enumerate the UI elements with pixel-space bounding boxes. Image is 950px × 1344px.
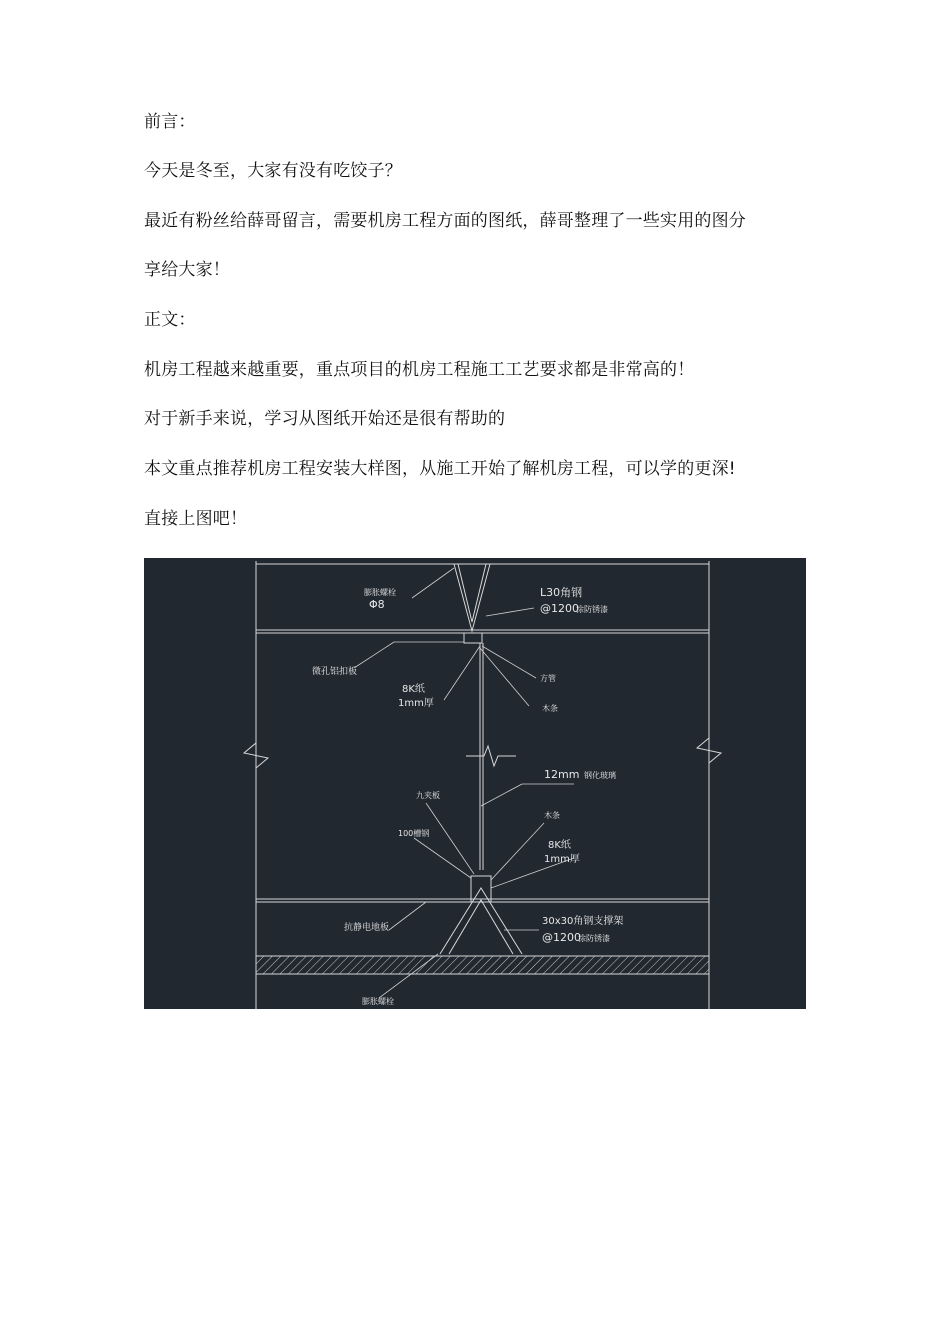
square-tube-label: 方管 [540,674,556,683]
top-paper-label-b: 1mm厚 [398,698,434,709]
body-heading: 正文： [144,310,196,330]
raised-floor-label: 抗静电地板 [344,923,390,933]
bottom-channel-steel [471,876,491,902]
angle-finish-label: 涂防锈漆 [576,605,608,614]
bottom-wood-label: 木条 [544,811,560,820]
preface-heading: 前言： [144,112,196,132]
paragraph-winter-solstice: 今天是冬至，大家有没有吃饺子？ [144,161,402,181]
ceiling-board-label: 微孔铝扣板 [312,667,358,677]
drawing-canvas [144,558,806,1009]
paragraph-intro-figure: 直接上图吧！ [144,509,248,529]
top-square-tube [464,633,482,643]
bottom-paper-label-a: 8K纸 [548,840,571,851]
channel-steel-label: 100槽钢 [398,829,430,838]
glass-type-label: 钢化玻璃 [584,771,616,780]
bolt-size-label: Φ8 [369,598,385,611]
nine-board-label: 九夹板 [416,791,440,800]
bracket-support [440,888,522,954]
bolt-label: 膨胀螺栓 [364,588,396,597]
glass-break-mark [466,746,516,766]
paragraph-fan-request-line-2: 享给大家！ [144,260,230,280]
cad-detail-drawing [144,558,806,1009]
bracket-spacing-label: @1200 [542,931,581,944]
paragraph-beginners: 对于新手来说，学习从图纸开始还是很有帮助的 [144,409,506,429]
floor-slab-hatch [256,956,709,974]
paragraph-recommendation: 本文重点推荐机房工程安装大样图，从施工开始了解机房工程，可以学的更深! [144,459,736,479]
glass-thickness-label: 12mm [544,768,580,781]
bracket-label: 30x30角钢支撑架 [542,916,624,927]
top-wood-label: 木条 [542,704,558,713]
anchor-bolt-label: 膨胀螺栓 [362,997,394,1006]
top-paper-label-a: 8K纸 [402,684,425,695]
bottom-paper-label-b: 1mm厚 [544,854,580,865]
angle-label: L30角钢 [540,586,583,599]
paragraph-importance: 机房工程越来越重要，重点项目的机房工程施工工艺要求都是非常高的！ [144,360,695,380]
bracket-finish-label: 涂防锈漆 [578,934,610,943]
angle-spacing-label: @1200 [540,602,579,615]
paragraph-fan-request-line-1: 最近有粉丝给薛哥留言，需要机房工程方面的图纸，薛哥整理了一些实用的图分 [144,211,746,231]
